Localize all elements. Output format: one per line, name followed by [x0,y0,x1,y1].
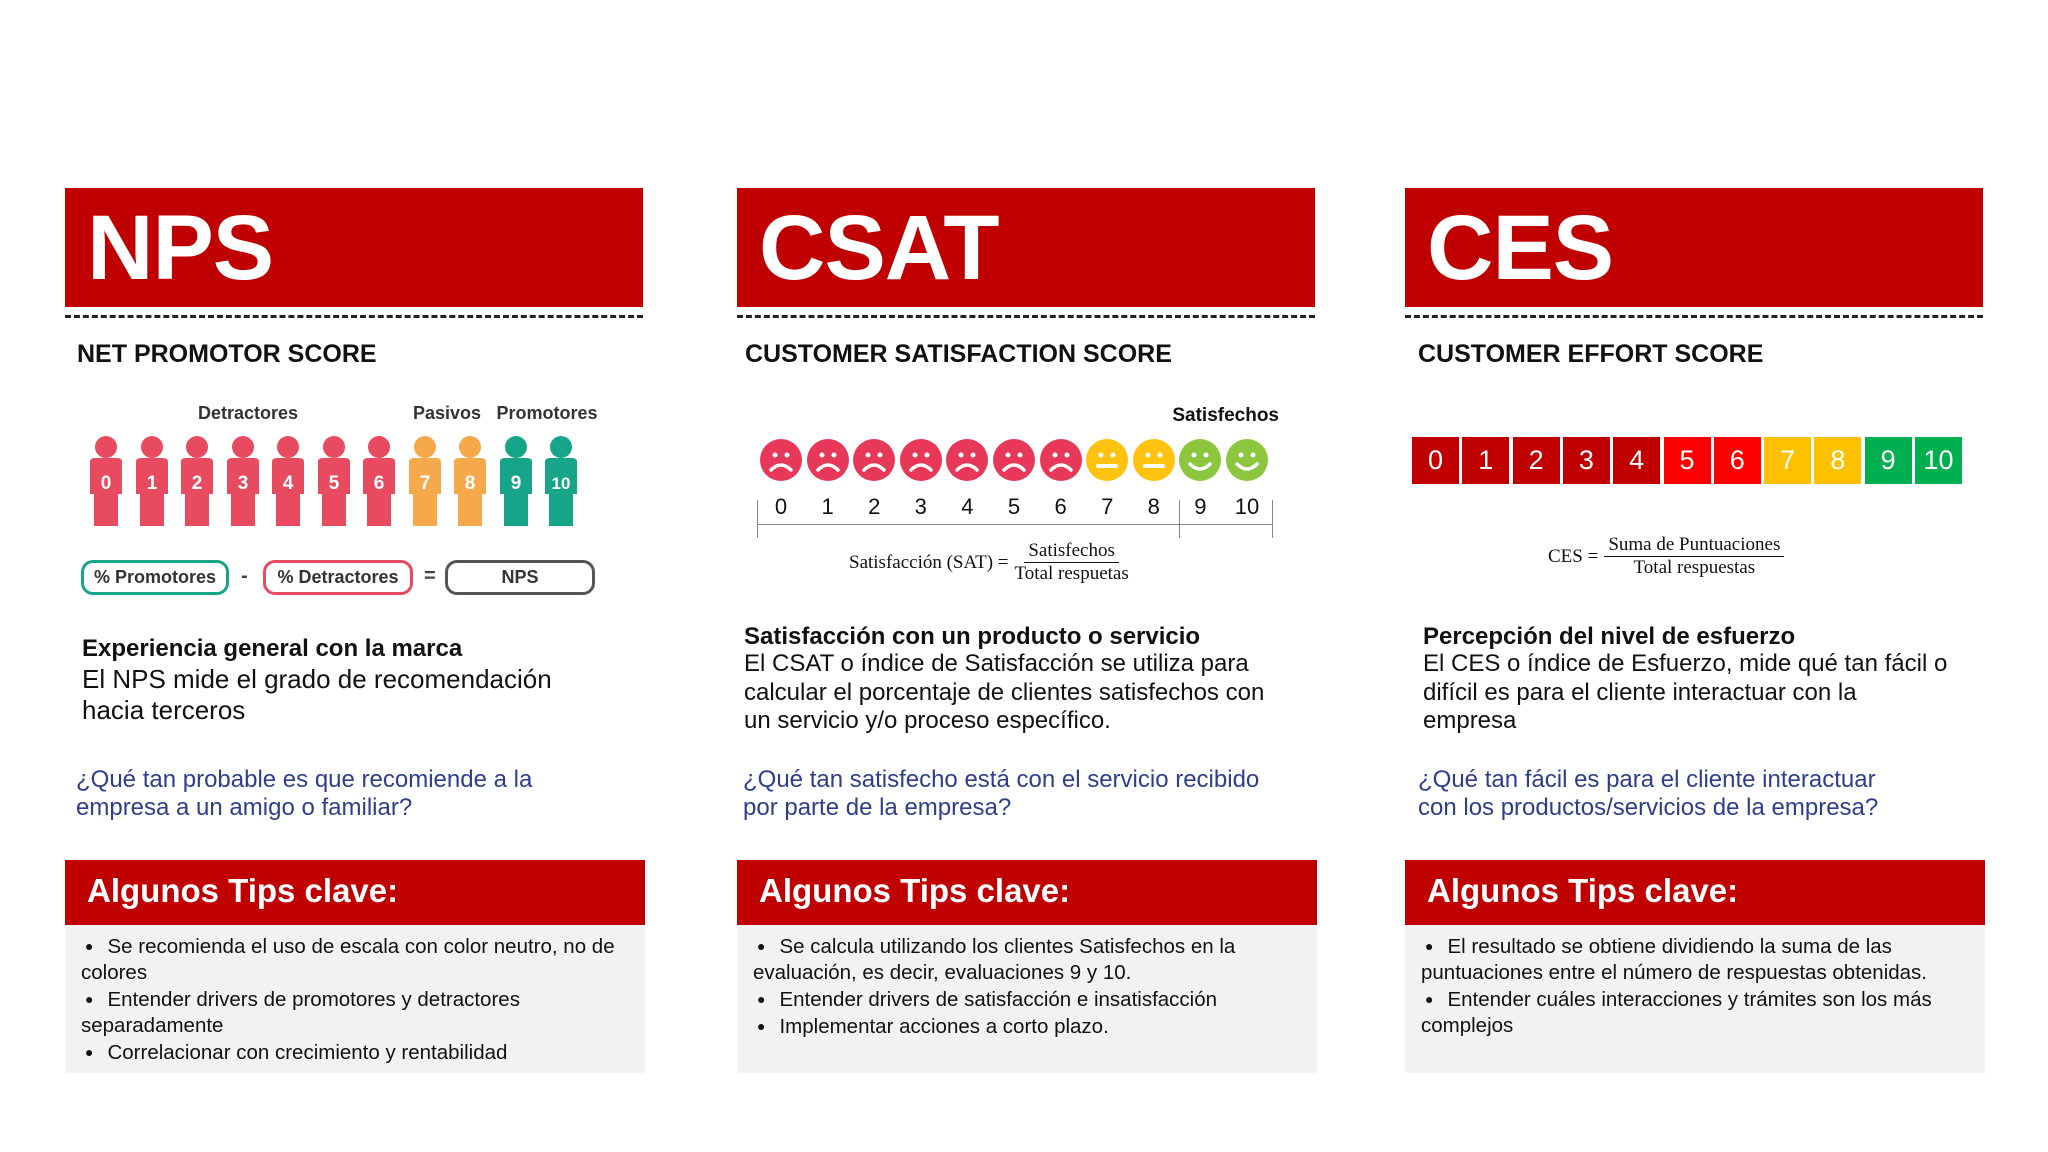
happy-face-icon [1179,439,1221,481]
ces-title: CES [1427,197,1614,299]
body-line: calcular el porcentaje de clientes satisfechos con [744,678,1265,706]
scale-number: 6 [1054,494,1067,519]
effort-score-box: 7 [1764,437,1811,484]
tip: ● El resultado se obtiene dividiendo la suma de las puntuaciones entre el número de respuestas obtenidas. [1421,933,1969,986]
nps-question: ¿Qué tan probable es que recomiende a la empresa a un amigo o familiar? [76,766,533,821]
promotores-pill: % Promotores [81,560,229,595]
svg-text:5: 5 [328,473,339,494]
pasivos-label: Pasivos [412,403,482,423]
formula-denominator: Total respuestas [1633,557,1756,578]
ces-question: ¿Qué tan fácil es para el cliente interactuar con los productos/servicios de la empresa? [1418,766,1879,821]
body-line: El NPS mide el grado de recomendación [82,664,552,694]
svg-text:10: 10 [551,474,571,493]
body-line: empresa [1423,707,1517,734]
nps-tips-list [65,925,645,1073]
svg-text:9: 9 [510,473,521,494]
body-line: El CES o índice de Esfuerzo, mide qué tan fácil o [1423,650,1948,677]
effort-score-box: 9 [1865,437,1912,484]
nps-panel [65,0,645,1152]
detractores-label: Detractores [197,403,299,423]
csat-title: CSAT [759,197,999,299]
formula-numerator: Suma de Puntuaciones [1604,534,1784,557]
nps-header [65,188,643,307]
axis-tick [1179,500,1180,538]
effort-score-box: 1 [1462,437,1509,484]
person-icon [178,436,216,528]
svg-text:4: 4 [282,473,294,494]
effort-score-box: 10 [1915,437,1962,484]
effort-score-box: 4 [1613,437,1660,484]
sad-face-icon [993,439,1035,481]
scale-number: 2 [868,494,881,519]
ces-body [1423,650,1947,736]
sad-face-icon [946,439,988,481]
body-line: El CSAT o índice de Satisfacción se utiliza para [744,650,1249,677]
effort-score-box: 8 [1814,437,1861,484]
svg-text:1: 1 [146,473,157,494]
person-icon [451,436,489,528]
person-icon [542,436,580,528]
scale-number: 9 [1194,494,1207,519]
csat-body [744,650,1264,736]
svg-text:8: 8 [464,473,476,494]
nps-heading: Experiencia general con la marca [82,635,463,662]
promotores-label: Promotores [496,403,598,423]
person-icon [497,436,535,528]
person-icon [224,436,262,528]
tip: ● Entender drivers de promotores y detractores separadamente [81,986,629,1039]
ces-tips-list [1405,925,1985,1073]
csat-tips-header: Algunos Tips clave: [737,860,1317,925]
sad-face-icon [807,439,849,481]
csat-heading: Satisfacción con un producto o servicio [744,623,1201,650]
satisfechos-label: Satisfechos [1172,405,1279,426]
effort-score-box: 5 [1664,437,1711,484]
tip: ● Se recomienda el uso de escala con color neutro, no de colores [81,933,629,986]
svg-text:0: 0 [100,473,112,494]
scale-axis [757,524,1272,525]
formula-lhs: Satisfacción (SAT) = [849,551,1009,573]
scale-number: 4 [961,494,974,519]
scale-number: 3 [914,494,927,519]
neutral-face-icon [1086,439,1128,481]
person-icon [406,436,444,528]
scale-number: 8 [1147,494,1160,519]
nps-tips-header: Algunos Tips clave: [65,860,645,925]
scale-number: 5 [1007,494,1021,519]
sad-face-icon [1040,439,1082,481]
csat-formula [849,540,1129,585]
nps-title: NPS [87,197,274,299]
csat-question: ¿Qué tan satisfecho está con el servicio recibido por parte de la empresa? [743,766,1260,821]
sad-face-icon [760,439,802,481]
tip: ● Entender drivers de satisfacción e insatisfacción [753,986,1301,1013]
ces-tips-header: Algunos Tips clave: [1405,860,1985,925]
nps-subtitle: NET PROMOTOR SCORE [77,340,377,368]
minus-sign: - [241,565,248,587]
happy-face-icon [1226,439,1268,481]
detractores-pill: % Detractores [263,560,413,595]
tip: ● Entender cuáles interacciones y trámites son los más complejos [1421,986,1969,1039]
scale-number: 10 [1234,494,1260,519]
nps-body [82,664,552,726]
formula-denominator: Total respuetas [1014,563,1129,584]
person-icon [315,436,353,528]
svg-text:7: 7 [419,473,430,494]
ces-heading: Percepción del nivel de esfuerzo [1423,623,1796,650]
svg-text:6: 6 [373,473,385,494]
person-icon [360,436,398,528]
divider [1405,315,1983,318]
sad-face-icon [853,439,895,481]
ces-formula [1548,534,1784,579]
tip: ● Correlacionar con crecimiento y rentabilidad [81,1039,629,1066]
axis-tick [757,500,758,538]
axis-tick [1272,500,1273,538]
csat-panel [737,0,1317,1152]
scale-number: 0 [774,494,788,519]
divider [737,315,1315,318]
divider [65,315,643,318]
equals-sign: = [424,565,436,587]
tip: ● Implementar acciones a corto plazo. [753,1013,1301,1040]
formula-numerator: Satisfechos [1024,540,1119,563]
scale-number: 1 [821,494,834,519]
formula-lhs: CES = [1548,545,1599,567]
body-line: difícil es para el cliente interactuar con la [1423,678,1857,706]
ces-panel [1405,0,1985,1152]
svg-text:2: 2 [191,473,203,494]
person-icon [133,436,171,528]
nps-result-pill: NPS [445,560,595,595]
sad-face-icon [900,439,942,481]
body-line: un servicio y/o proceso específico. [744,707,1111,734]
tip: ● Se calcula utilizando los clientes Satisfechos en la evaluación, es decir, evaluaciones 9 y 10. [753,933,1301,986]
effort-score-box: 3 [1563,437,1610,484]
csat-tips-list [737,925,1317,1073]
ces-header [1405,188,1983,307]
effort-score-box: 2 [1513,437,1560,484]
person-icon [269,436,307,528]
effort-score-box: 0 [1412,437,1459,484]
csat-header [737,188,1315,307]
svg-text:3: 3 [237,473,248,494]
body-line: hacia terceros [82,695,246,725]
person-icon [87,436,125,528]
ces-subtitle: CUSTOMER EFFORT SCORE [1418,340,1764,368]
neutral-face-icon [1133,439,1175,481]
effort-score-box: 6 [1714,437,1761,484]
scale-number: 7 [1101,494,1114,519]
csat-subtitle: CUSTOMER SATISFACTION SCORE [745,340,1172,368]
